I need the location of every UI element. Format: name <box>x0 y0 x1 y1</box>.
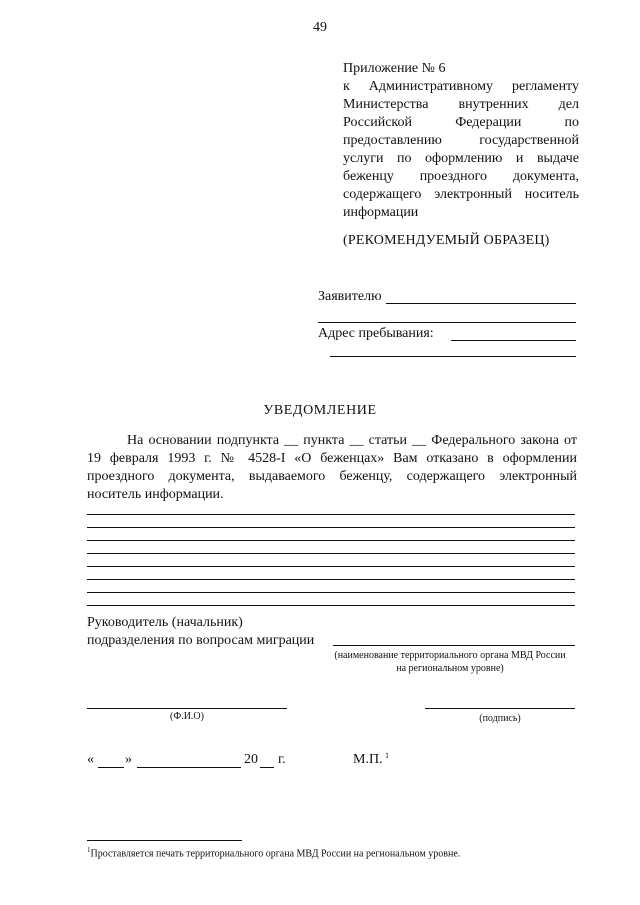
footnote-mark: 1 <box>87 846 91 854</box>
date-year-field-line[interactable] <box>260 767 274 768</box>
reason-line[interactable] <box>87 527 575 528</box>
seal-footnote-mark: 1 <box>385 751 389 760</box>
date-open-quote: « <box>87 752 94 767</box>
appendix-text: к Административному регламенту Министерства внутренних дел Российской Федерации по предоставлению государственной услуги по оформлению и выдаче беженцу проездного документа, содержащего электронный носитель информации <box>343 79 579 220</box>
org-name-field-line[interactable] <box>333 645 575 646</box>
address-field-line[interactable] <box>451 340 576 341</box>
sample-label: (РЕКОМЕНДУЕМЫЙ ОБРАЗЕЦ) <box>343 233 550 248</box>
applicant-field-line[interactable] <box>386 303 576 304</box>
notice-title: УВЕДОМЛЕНИЕ <box>263 403 377 418</box>
footnote-text: Проставляется печать территориального органа МВД России на региональном уровне. <box>90 848 461 860</box>
fio-caption: (Ф.И.О) <box>169 711 204 722</box>
reason-line[interactable] <box>87 566 575 567</box>
appendix-heading: Приложение № 6 <box>343 61 446 76</box>
date-day-field-line[interactable] <box>98 767 124 768</box>
org-caption-line2: на региональном уровне) <box>396 663 504 674</box>
date-year-prefix: 20 <box>244 752 258 767</box>
reason-line[interactable] <box>87 592 575 593</box>
signature-field-line[interactable] <box>425 708 575 709</box>
reason-line[interactable] <box>87 579 575 580</box>
reason-line[interactable] <box>87 540 575 541</box>
reason-line[interactable] <box>87 514 575 515</box>
footnote <box>87 846 460 859</box>
page-number: 49 <box>313 20 327 35</box>
footnote-separator <box>87 840 242 841</box>
address-label: Адрес пребывания: <box>318 326 434 341</box>
seal-label: М.П. <box>353 752 383 767</box>
reason-line[interactable] <box>87 553 575 554</box>
reason-line[interactable] <box>87 605 575 606</box>
manager-title-line2: подразделения по вопросам миграции <box>87 633 315 648</box>
date-month-field-line[interactable] <box>137 767 241 768</box>
applicant-field-line-2[interactable] <box>318 322 576 323</box>
fio-field-line[interactable] <box>87 708 287 709</box>
date-close-quote: » <box>125 752 132 767</box>
address-field-line-2[interactable] <box>330 356 576 357</box>
applicant-label: Заявителю <box>318 289 382 304</box>
org-caption-line1: (наименование территориального органа МВД России <box>334 650 566 661</box>
signature-caption: (подпись) <box>479 713 521 724</box>
date-year-suffix: г. <box>278 752 286 767</box>
notice-body: На основании подпункта __ пункта __ статьи __ Федерального закона от 19 февраля 1993 г. № 4528-I «О беженцах» Вам отказано в оформлении проездного документа, выдаваемого беженцу, содержащего электронный носитель информации. <box>87 433 577 502</box>
appendix-block <box>343 60 579 222</box>
manager-title-line1: Руководитель (начальник) <box>87 615 243 630</box>
